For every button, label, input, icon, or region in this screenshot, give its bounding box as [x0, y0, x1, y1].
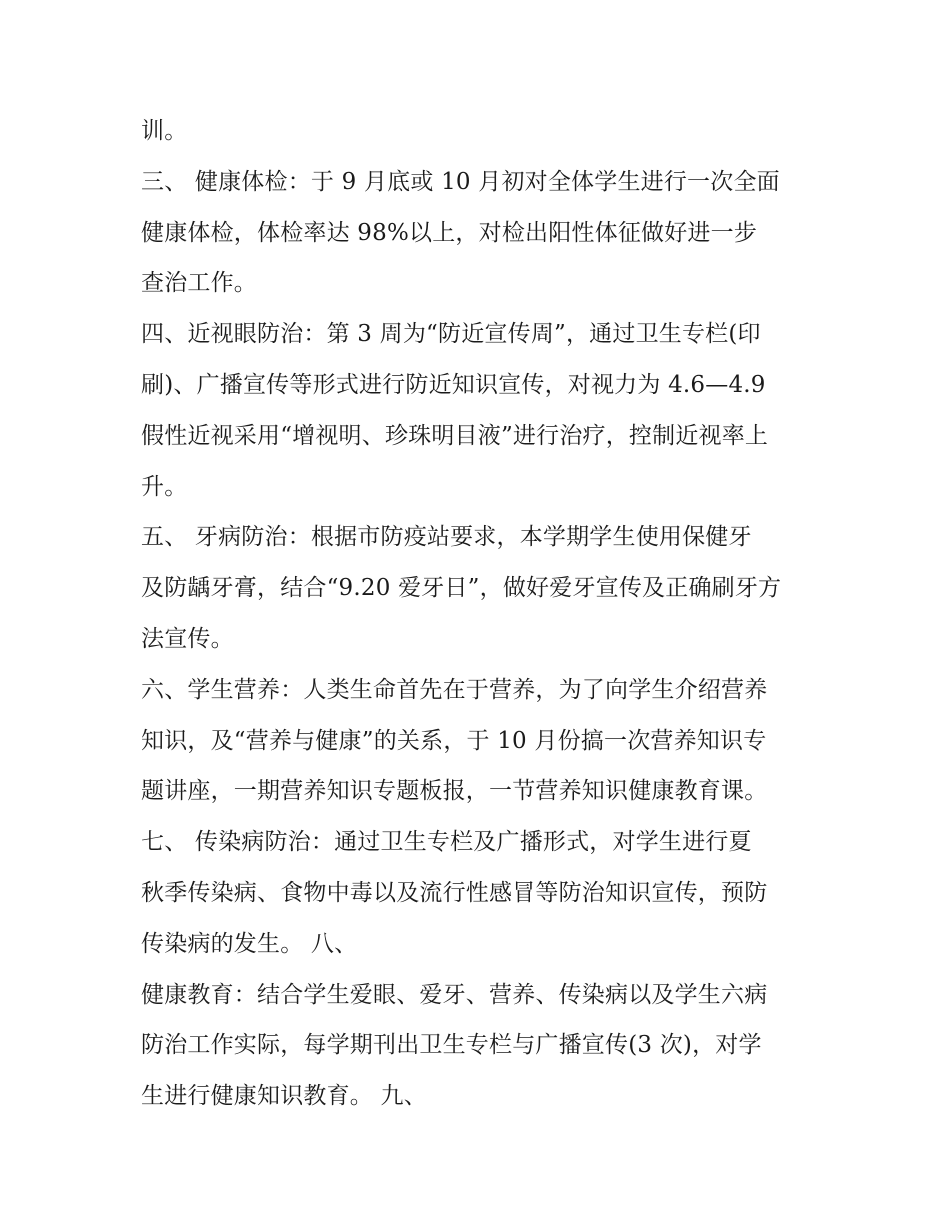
text-line: 题讲座，一期营养知识专题板报，一节营养知识健康教育课。 — [141, 778, 768, 805]
text-line: 防治工作实际，每学期刊出卫生专栏与广播宣传(3 次)，对学 — [141, 1032, 762, 1059]
text-line: 生进行健康知识教育。 九、 — [141, 1083, 427, 1110]
body-text — [141, 106, 821, 1122]
text-line: 健康教育：结合学生爱眼、爱牙、营养、传染病以及学生六病 — [141, 981, 768, 1008]
text-line: 六、学生营养：人类生命首先在于营养，为了向学生介绍营养 — [141, 676, 768, 703]
text-line: 四、近视眼防治：第 3 周为“防近宣传周”，通过卫生专栏(印 — [141, 321, 761, 348]
text-line: 假性近视采用“增视明、珍珠明目液”进行治疗，控制近视率上 — [141, 422, 769, 449]
text-line: 训。 — [141, 118, 188, 144]
text-line: 传染病的发生。 八、 — [141, 930, 358, 957]
text-line: 五、 牙病防治：根据市防疫站要求，本学期学生使用保健牙 — [141, 524, 752, 551]
text-line: 知识，及“营养与健康”的关系，于 10 月份搞一次营养知识专 — [141, 727, 767, 754]
text-line: 查治工作。 — [141, 270, 257, 297]
text-line: 秋季传染病、食物中毒以及流行性感冒等防治知识宣传，预防 — [141, 879, 768, 906]
text-line: 七、 传染病防治：通过卫生专栏及广播形式，对学生进行夏 — [141, 829, 752, 856]
text-line: 法宣传。 — [141, 625, 234, 652]
text-line: 升。 — [141, 473, 188, 500]
text-line: 刷)、广播宣传等形式进行防近知识宣传，对视力为 4.6—4.9 — [141, 371, 766, 398]
text-line: 三、 健康体检：于 9 月底或 10 月初对全体学生进行一次全面 — [141, 168, 780, 195]
text-line: 健康体检，体检率达 98%以上，对检出阳性体征做好进一步 — [141, 219, 758, 246]
text-line: 及防龋牙膏，结合“9.20 爱牙日”，做好爱牙宣传及正确刷牙方 — [141, 575, 782, 602]
